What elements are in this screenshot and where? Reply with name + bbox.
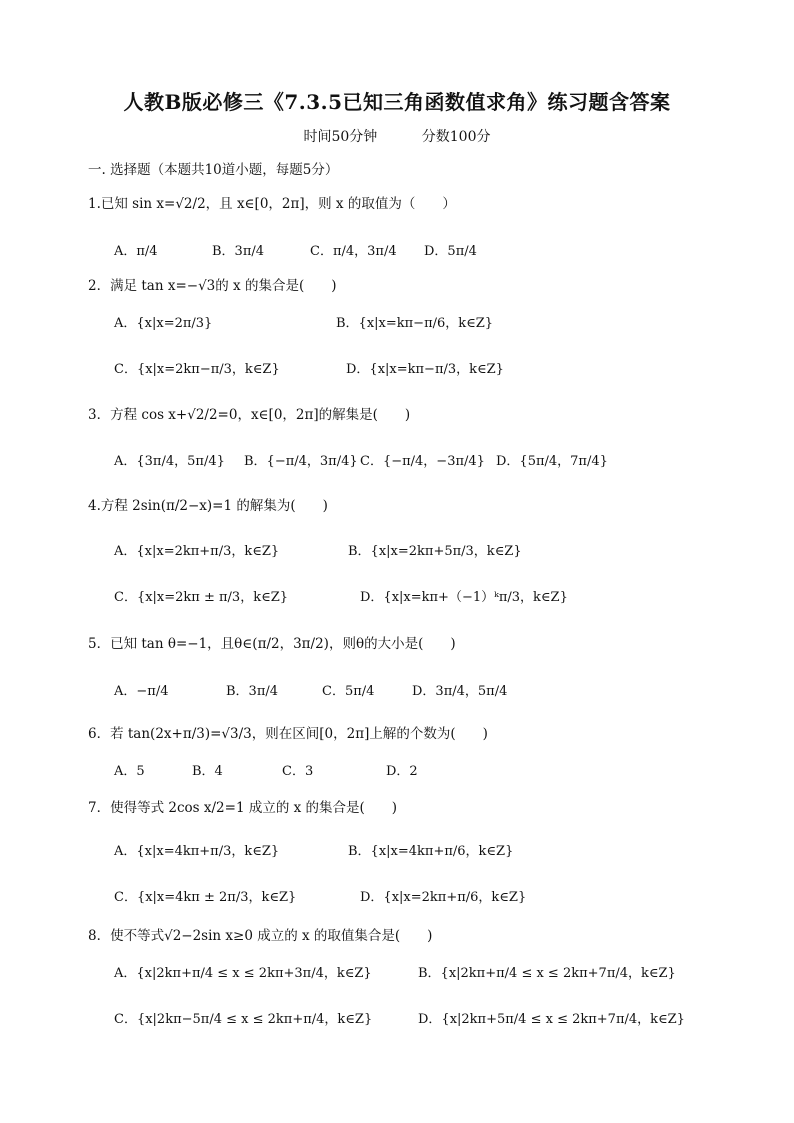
question-4-option-b: B．{x|x=2kπ+5π/3，k∈Z}	[348, 544, 522, 559]
question-8-stem: 8．使不等式√2−2sin x≥0 成立的 x 的取值集合是( )	[88, 928, 433, 944]
question-3-option-b: B．{−π/4，3π/4}	[244, 454, 358, 469]
question-3-option-c: C．{−π/4，−3π/4}	[360, 454, 485, 469]
question-6-option-c: C．3	[282, 764, 314, 779]
question-5-option-d: D．3π/4，5π/4	[412, 684, 508, 699]
question-2-option-b: B．{x|x=kπ−π/6，k∈Z}	[336, 316, 494, 331]
question-8-option-c: C．{x|2kπ−5π/4 ≤ x ≤ 2kπ+π/4，k∈Z}	[114, 1012, 373, 1027]
question-8-option-b: B．{x|2kπ+π/4 ≤ x ≤ 2kπ+7π/4，k∈Z}	[418, 966, 676, 981]
exam-time: 时间50分钟	[303, 129, 378, 145]
question-5-stem: 5．已知 tan θ=−1，且θ∈(π/2，3π/2)，则θ的大小是( )	[88, 636, 456, 652]
question-7-option-c: C．{x|x=4kπ ± 2π/3，k∈Z}	[114, 890, 297, 905]
section-title: 一. 选择题（本题共10道小题，每题5分）	[88, 162, 339, 178]
question-2-stem: 2．满足 tan x=−√3的 x 的集合是( )	[88, 278, 337, 294]
question-2-option-d: D．{x|x=kπ−π/3，k∈Z}	[346, 362, 504, 377]
question-1-option-b: B．3π/4	[212, 244, 265, 259]
question-5-option-b: B．3π/4	[226, 684, 279, 699]
question-3-option-d: D．{5π/4，7π/4}	[496, 454, 608, 469]
question-1-option-a: A．π/4	[114, 244, 158, 259]
question-7-option-d: D．{x|x=2kπ+π/6，k∈Z}	[360, 890, 527, 905]
question-6-option-d: D．2	[386, 764, 418, 779]
question-1-option-c: C．π/4，3π/4	[310, 244, 397, 259]
question-3-stem: 3．方程 cos x+√2/2=0，x∈[0，2π]的解集是( )	[88, 407, 411, 423]
exam-info	[0, 126, 794, 146]
question-7-stem: 7．使得等式 2cos x/2=1 成立的 x 的集合是( )	[88, 800, 398, 816]
page-title: 人教B版必修三《7.3.5已知三角函数值求角》练习题含答案	[123, 90, 671, 114]
question-2-option-a: A．{x|x=2π/3}	[114, 316, 213, 331]
question-5-option-a: A．−π/4	[114, 684, 169, 699]
question-4-option-d: D．{x|x=kπ+（−1）ᵏπ/3，k∈Z}	[360, 590, 568, 605]
question-1-stem: 1.已知 sin x=√2/2，且 x∈[0，2π]，则 x 的取值为（ ）	[88, 196, 456, 212]
question-7-option-b: B．{x|x=4kπ+π/6，k∈Z}	[348, 844, 514, 859]
question-4-stem: 4.方程 2sin(π/2−x)=1 的解集为( )	[88, 498, 328, 514]
question-2-option-c: C．{x|x=2kπ−π/3，k∈Z}	[114, 362, 280, 377]
question-4-option-c: C．{x|x=2kπ ± π/3，k∈Z}	[114, 590, 289, 605]
question-7-option-a: A．{x|x=4kπ+π/3，k∈Z}	[114, 844, 280, 859]
question-6-option-b: B．4	[192, 764, 223, 779]
question-8-option-d: D．{x|2kπ+5π/4 ≤ x ≤ 2kπ+7π/4，k∈Z}	[418, 1012, 685, 1027]
question-6-option-a: A．5	[114, 764, 145, 779]
question-4-option-a: A．{x|x=2kπ+π/3，k∈Z}	[114, 544, 280, 559]
exam-score: 分数100分	[421, 129, 491, 145]
question-3-option-a: A．{3π/4，5π/4}	[114, 454, 225, 469]
question-1-option-d: D．5π/4	[424, 244, 477, 259]
question-5-option-c: C．5π/4	[322, 684, 375, 699]
question-8-option-a: A．{x|2kπ+π/4 ≤ x ≤ 2kπ+3π/4，k∈Z}	[114, 966, 372, 981]
question-6-stem: 6．若 tan(2x+π/3)=√3/3，则在区间[0，2π]上解的个数为( )	[88, 726, 488, 742]
